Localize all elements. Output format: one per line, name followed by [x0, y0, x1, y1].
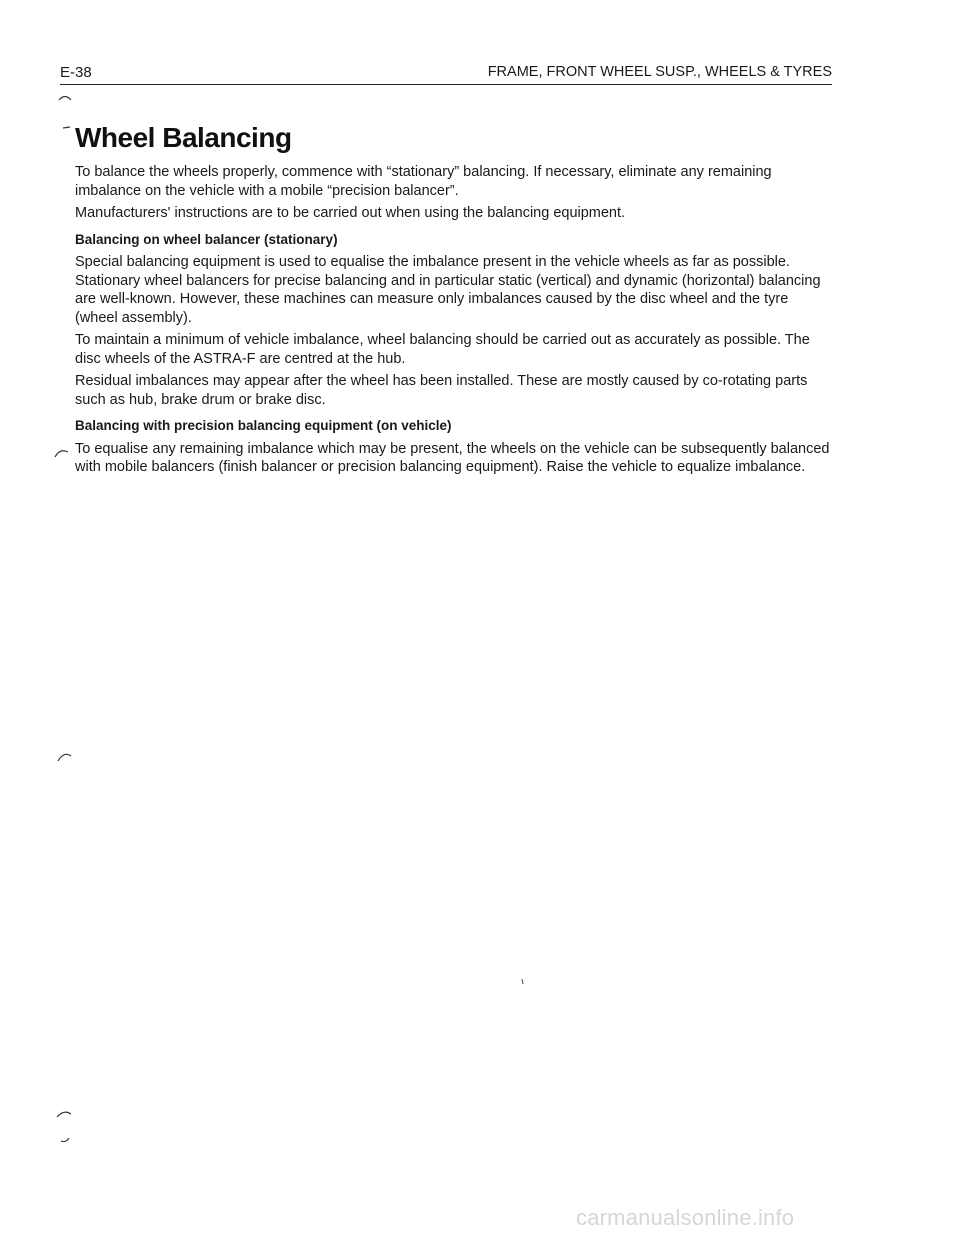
precision-paragraph: To equalise any remaining imbalance which may be present, the wheels on the vehicle can be subsequently balanced with mobile balancers (finish balancer or precision balancing equipment). Raise the vehicle to equalize imbalance.: [75, 440, 830, 475]
chapter-title: FRAME, FRONT WHEEL SUSP., WHEELS & TYRES: [487, 64, 832, 80]
stationary-paragraph: To maintain a minimum of vehicle imbalance, wheel balancing should be carried out as accurately as possible. The disc wheels of the ASTRA-F are centred at the hub.: [75, 332, 810, 367]
watermark: carmanualsonline.info: [576, 1205, 795, 1230]
precision-heading: Balancing with precision balancing equipment (on vehicle): [75, 418, 452, 433]
stationary-paragraph: Special balancing equipment is used to equalise the imbalance present in the vehicle wheels as far as possible. Stationary wheel balancers for precise balancing and in particular static (vertical) and dynamic (horizontal) balancing are well-known. However, these machines can measure only imbalances caused by the disc wheel and the tyre (wheel assembly).: [75, 254, 821, 326]
binder-hole-mark: [54, 446, 70, 458]
binder-hole-mark: [56, 1106, 72, 1146]
intro-paragraph: To balance the wheels properly, commence with “stationary” balancing. If necessary, eliminate any remaining imbalance on the vehicle with a mobile “precision balancer”.: [75, 164, 772, 199]
page-number: E-38: [60, 64, 92, 81]
section-title: Wheel Balancing: [75, 122, 292, 153]
intro-paragraph: Manufacturers' instructions are to be carried out when using the balancing equipment.: [75, 205, 626, 221]
binder-hole-mark: [57, 92, 73, 132]
page-header: [60, 64, 832, 85]
section-body: [75, 163, 835, 481]
binder-hole-mark: [56, 749, 72, 763]
scan-speck: [521, 978, 525, 986]
stationary-heading: Balancing on wheel balancer (stationary): [75, 231, 338, 247]
stationary-paragraph: Residual imbalances may appear after the wheel has been installed. These are mostly caused by co-rotating parts such as hub, brake drum or brake disc.: [75, 373, 808, 408]
